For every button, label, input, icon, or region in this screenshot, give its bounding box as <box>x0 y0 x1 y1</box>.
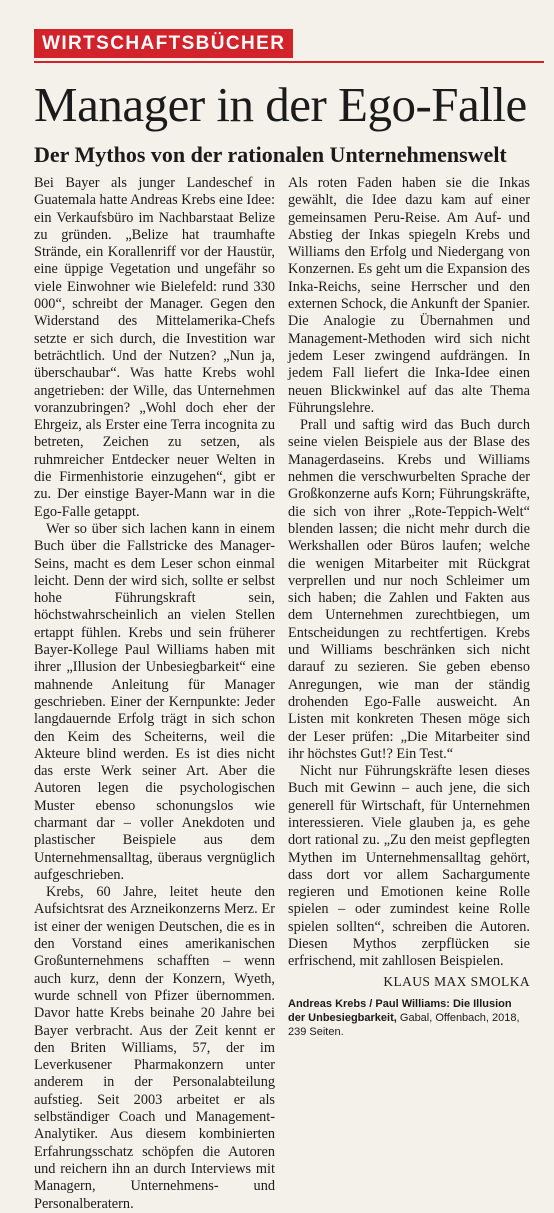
article-paragraph-5: Prall und saftig wird das Buch durch seine vielen Beispiele aus der Blase des Managerdaseins. Krebs und Williams nehmen die verschwurbelten Sprache der Großkonzerne aufs Korn; Führungskräfte, die sich von ihrer „Rote-Teppich-Welt“ blenden lassen; die nicht mehr durch die Werkshallen oder Büros laufen; welche die wenigen Mitarbeiter mit Rückgrat verprellen und nur noch Schleimer um sich haben; die Zahlen und Fakten aus dem Unternehmen zurechtbiegen, um Entscheidungen zu rechtfertigen. Krebs und Williams beschränken sich nicht darauf zu sezieren. Sie geben ebenso Anregungen, wie man der ständig drohenden Ego-Falle ausweicht. An Listen mit konkreten Thesen möge sich der Leser prüfen: „Die Mitarbeiter sind ihr höchstes Gut!? Ein Test.“ <box>288 417 530 762</box>
article-paragraph-4: Als roten Faden haben sie die Inkas gewählt, die Idee dazu kam auf einer gemeinsamen Peru-Reise. Am Auf- und Abstieg der Inkas spiegeln Krebs und Williams den Erfolg und Niedergang von Konzernen. Es geht um die Expansion des Inka-Reichs, seine Herrscher und den externen Schock, die Ankunft der Spanier. Die Analogie zu Übernahmen und Management-Methoden wird sich nicht jedem Leser zwingend aufdrängen. In jedem Fall liefert die Inka-Idee einen neuen Blickwinkel auf das alte Thema Führungslehre. <box>288 175 530 416</box>
author-byline: KLAUS MAX SMOLKA <box>383 973 530 989</box>
article-paragraph-2: Wer so über sich lachen kann in einem Buch über die Fallstricke des Manager-Seins, macht es dem Leser schon einmal leicht. Denn der wird sich, sollte er selbst hohe Führungskraft sein, höchstwahrscheinlich an vielen Stellen ertappt fühlen. Krebs und sein früherer Bayer-Kollege Paul Williams haben mit ihrer „Illusion der Unbesiegbarkeit“ eine mahnende Anleitung für Manager geschrieben. Einer der Kernpunkte: Jeder langdauernde Erfolg trägt in sich schon den Keim des Scheiterns, weil die Akteure blind werden. Es ist dies nicht das erste Werk seiner Art. Aber die Autoren legen die psychologischen Muster ebenso schonungslos wie charmant dar – voller Anekdoten und plastischer Beispiele aus dem Unternehmensalltag, überaus vergnüglich aufgeschrieben. <box>34 520 275 883</box>
article-paragraph-1: Bei Bayer als junger Landeschef in Guatemala hatte Andreas Krebs eine Idee: ein Verkaufsbüro im Nachbarstaat Belize zu gründen. „Belize hat traumhafte Strände, ein Korallenriff vor der Haustür, eine üppige Vegetation und ungefähr so viele Einwohner wie Bielefeld: rund 330 000“, schreibt der Manager. Gegen den Widerstand des Mittelamerika-Chefs setzte er sich durch, die Investition war beträchtlich. Und der Nutzen? „Nun ja, überschaubar“. Was hatte Krebs wohl angetrieben: der Wille, das Unternehmen voranzubringen? „Wohl doch eher der Ehrgeiz, als Erster eine Terra incognita zu betreten, Zeichen zu setzen, als ruhmreicher Entdecker neuer Welten in die Firmenhistorie einzugehen“, gibt er zu. Der einstige Bayer-Mann war in die Ego-Falle getappt. <box>34 175 275 520</box>
article-paragraph-3: Krebs, 60 Jahre, leitet heute den Aufsichtsrat des Arzneikonzerns Merz. Er ist einer der wenigen Deutschen, die es in den Vorstand eines amerikanischen Großunternehmens schafften – wenn auch kurz, denn der Konzern, Wyeth, wurde schnell von Pfizer übernommen. Davor hatte Krebs beinahe 20 Jahre bei Bayer verbracht. Aus der Zeit kennt er den Briten Williams, 57, der im Leverkusener Pharmakonzern unter anderem in der Personalabteilung aufstieg. Seit 2003 arbeitet er als selbständiger Coach und Management-Analytiker. Aus diesem kombinierten Erfahrungsschatz schöpfen die Autoren und reichern ihn an durch Interviews mit Managern, Unternehmens- und Personalberatern. <box>34 884 275 1212</box>
article-column-right <box>288 175 530 1039</box>
article-subheadline: Der Mythos von der rationalen Unternehmenswelt <box>34 142 507 167</box>
article-paragraph-6: Nicht nur Führungskräfte lesen dieses Buch mit Gewinn – auch jene, die sich generell für Wirtschaft, für Unternehmen interessieren. Viele glauben ja, es gehe dort rational zu. „Zu den meist gepflegten Mythen im Unternehmensalltag gehört, dass dort vor allem Sachargumente regieren und Emotionen keine Rolle spielen – oder zumindest keine Rolle spielen sollten“, schreiben die Autoren. Diesen Mythos zerpflücken sie erfrischend, mit zahllosen Beispielen. <box>288 763 530 970</box>
book-title: Andreas Krebs / Paul Williams: Die Illusion der Unbesiegbarkeit, <box>288 997 512 1024</box>
rubric-divider <box>34 61 544 63</box>
article-column-left <box>34 175 275 1213</box>
section-rubric: WIRTSCHAFTSBÜCHER <box>34 29 293 58</box>
book-details: Gabal, Offenbach, 2018, 239 Seiten. <box>288 1011 520 1038</box>
article-headline: Manager in der Ego-Falle <box>34 77 527 132</box>
book-info <box>288 997 530 1039</box>
